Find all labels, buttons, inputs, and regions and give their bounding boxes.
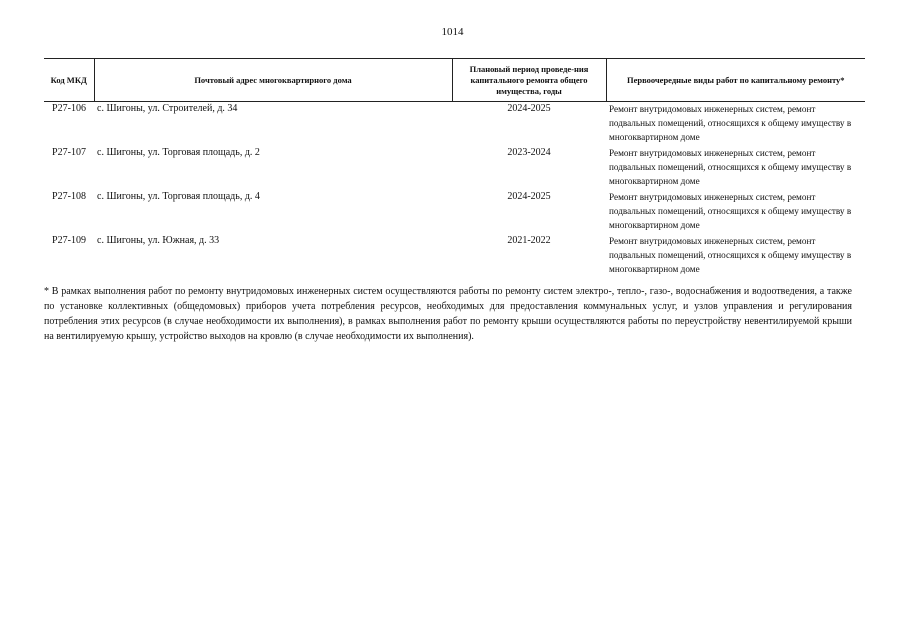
- header-period: Плановый период проведе-ния капитального ремонта общего имущества, годы: [452, 59, 606, 102]
- cell-period: 2021-2022: [507, 235, 551, 246]
- table-row: [44, 190, 865, 234]
- table-row: [44, 146, 865, 190]
- cell-period: 2024-2025: [507, 103, 551, 114]
- cell-address: с. Шигоны, ул. Южная, д. 33: [97, 235, 220, 246]
- cell-period: 2023-2024: [507, 147, 551, 158]
- cell-address: с. Шигоны, ул. Торговая площадь, д. 4: [97, 191, 260, 202]
- footnote: * В рамках выполнения работ по ремонту внутридомовых инженерных систем осуществляются работы по ремонту систем электро-, тепло-, газо-, водоснабжения и водоотведения, а также по установке коллективных (общедомовых) приборов учета потребления ресурсов, необходимых для предоставления коммунальных услуг, и узлов управления и регулирования потребления этих ресурсов (в случае необходимости их выполнения), в рамках выполнения работ по ремонту крыши осуществляются работы по переустройству невентилируемой крыши на вентилируемую крышу, устройство выходов на кровлю (в случае необходимости их выполнения).: [44, 286, 852, 342]
- cell-works: Ремонт внутридомовых инженерных систем, ремонт подвальных помещений, относящихся к общему имуществу в многоквартирном доме: [609, 236, 852, 274]
- header-works: Первоочередные виды работ по капитальному ремонту*: [606, 59, 865, 102]
- cell-works: Ремонт внутридомовых инженерных систем, ремонт подвальных помещений, относящихся к общему имуществу в многоквартирном доме: [609, 148, 852, 186]
- cell-address: с. Шигоны, ул. Строителей, д. 34: [97, 103, 238, 114]
- cell-code: Р27-106: [52, 103, 86, 114]
- header-code: Код МКД: [44, 59, 94, 102]
- cell-period: 2024-2025: [507, 191, 551, 202]
- header-address: Почтовый адрес многоквартирного дома: [94, 59, 452, 102]
- cell-address: с. Шигоны, ул. Торговая площадь, д. 2: [97, 147, 260, 158]
- cell-code: Р27-108: [52, 191, 86, 202]
- table-header-row: [44, 59, 865, 102]
- page-number: 1014: [441, 26, 464, 38]
- table-row: [44, 234, 865, 278]
- cell-works: Ремонт внутридомовых инженерных систем, ремонт подвальных помещений, относящихся к общему имуществу в многоквартирном доме: [609, 104, 852, 142]
- registry-table: [44, 58, 865, 278]
- cell-code: Р27-109: [52, 235, 86, 246]
- cell-code: Р27-107: [52, 147, 86, 158]
- cell-works: Ремонт внутридомовых инженерных систем, ремонт подвальных помещений, относящихся к общему имуществу в многоквартирном доме: [609, 192, 852, 230]
- table-row: [44, 102, 865, 147]
